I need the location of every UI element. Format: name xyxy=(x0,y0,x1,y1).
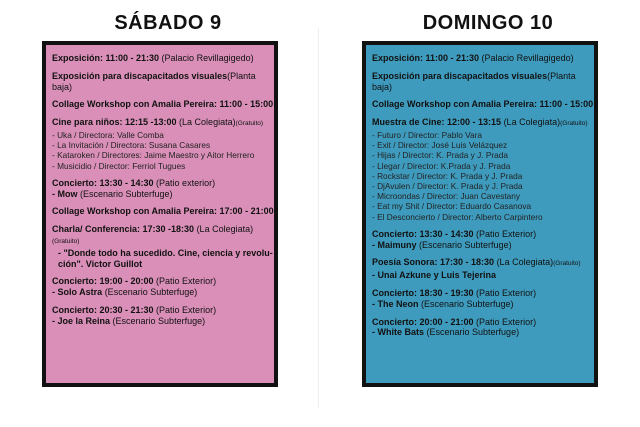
performer-stage: (Escenario Subterfuge) xyxy=(110,315,206,326)
schedule-event xyxy=(52,53,274,64)
event-heading-line xyxy=(52,178,274,189)
schedule-event xyxy=(372,257,594,281)
talk-title-line: ción". Victor Guillot xyxy=(58,258,143,269)
event-note: (Gratuito) xyxy=(235,120,264,128)
event-heading: Charla/ Conferencia: 17:30 -18:30 xyxy=(52,224,195,235)
event-note: (Gratuito) xyxy=(560,120,588,128)
performer-name: - Solo Astra xyxy=(52,287,103,298)
page-divider xyxy=(318,28,319,408)
schedule-event xyxy=(372,117,594,222)
event-heading-line xyxy=(52,276,274,287)
film-item: - El Desconcierto / Director: Alberto Carpintero xyxy=(372,211,543,222)
film-item: - Microondas / Director: Juan Cavestany xyxy=(372,191,521,202)
event-venue: (Patio Exterior) xyxy=(153,276,217,287)
event-venue: (Patio exterior) xyxy=(153,177,216,188)
event-venue: (La Colegiata) xyxy=(494,257,554,268)
performer-line xyxy=(52,189,274,200)
saturday-schedule-panel xyxy=(42,41,278,387)
schedule-event xyxy=(372,288,594,310)
event-note: (Gratuito) xyxy=(553,260,581,268)
schedule-event xyxy=(52,99,274,110)
event-heading: Exposición: 11:00 - 21:30 xyxy=(372,53,480,63)
event-venue: (Planta baja) xyxy=(52,70,256,92)
film-item: - DjAvulen / Director: K. Prada y J. Prada xyxy=(372,181,523,191)
event-heading-line xyxy=(52,224,274,248)
performer-line xyxy=(52,316,274,327)
schedule-event xyxy=(372,53,594,64)
film-item: - Musicidio / Director: Ferriol Tugues xyxy=(52,160,186,171)
film-item: - Uka / Directora: Valle Comba xyxy=(52,129,164,140)
event-heading: Exposición para discapacitados visuales xyxy=(372,70,548,81)
event-heading: Concierto: 13:30 - 14:30 xyxy=(372,228,474,239)
performer-stage: (Escenario Subterfuge) xyxy=(418,298,514,309)
event-heading-line xyxy=(372,117,594,130)
event-venue: (Planta baja) xyxy=(372,70,576,92)
film-item: - Exit / Director: José Luis Velázquez xyxy=(372,140,508,151)
event-heading: Concierto: 13:30 - 14:30 xyxy=(52,177,154,188)
performer-name: - White Bats xyxy=(372,327,425,338)
event-heading: Concierto: 19:00 - 20:00 xyxy=(52,276,154,287)
event-heading: Collage Workshop con Amalia Pereira: 11:00 - 15:00 xyxy=(372,99,594,110)
event-heading-line xyxy=(372,53,594,64)
schedule-event xyxy=(372,71,594,93)
event-venue: (La Colegiata) xyxy=(194,224,254,235)
event-heading-line xyxy=(372,99,594,110)
performer-name: - Unai Azkune y Luis Tejerina xyxy=(372,270,497,281)
sunday-title: DOMINGO 10 xyxy=(422,12,554,34)
schedule-event xyxy=(372,99,594,110)
performer-line xyxy=(372,327,594,338)
film-item: - Futuro / Director: Pablo Vara xyxy=(372,129,483,140)
film-item: - Llegar / Director: K.Prada y J. Prada xyxy=(372,160,511,171)
saturday-title: SÁBADO 9 xyxy=(114,12,222,34)
event-heading-line xyxy=(372,317,594,328)
performer-line xyxy=(372,299,594,310)
film-item: - Rockstar / Director: K. Prada y J. Prada xyxy=(372,170,523,181)
performer-stage: (Escenario Subterfuge) xyxy=(77,188,173,199)
event-heading-line xyxy=(372,71,594,93)
event-heading: Muestra de Cine: 12:00 - 13:15 xyxy=(372,117,502,128)
event-heading-line xyxy=(52,117,274,130)
performer-stage: (Escenario Subterfuge) xyxy=(102,287,198,298)
event-heading: Poesía Sonora: 17:30 - 18:30 xyxy=(372,257,495,268)
event-heading: Collage Workshop con Amalia Pereira: 11:00 - 15:00 xyxy=(52,99,274,110)
event-venue: (La Colegiata) xyxy=(501,117,561,128)
schedule-event xyxy=(372,229,594,251)
event-heading-line xyxy=(52,99,274,110)
event-heading: Concierto: 20:00 - 21:00 xyxy=(372,316,474,327)
schedule-event xyxy=(52,71,274,93)
event-venue: (Patio Exterior) xyxy=(473,288,537,298)
event-heading: Concierto: 18:30 - 19:30 xyxy=(372,288,474,298)
event-heading: Concierto: 20:30 - 21:30 xyxy=(52,304,154,315)
performer-name: - The Neon xyxy=(372,298,419,309)
event-heading-line xyxy=(52,71,274,93)
event-heading-line xyxy=(52,305,274,316)
schedule-event xyxy=(52,178,274,200)
talk-title-line: - "Donde todo ha sucedido. Cine, ciencia y revolu- xyxy=(58,247,273,258)
event-heading: Exposición para discapacitados visuales xyxy=(52,70,228,81)
performer-name: - Joe la Reina xyxy=(52,315,111,326)
schedule-event xyxy=(52,276,274,298)
event-heading-line xyxy=(52,206,274,217)
event-heading-line xyxy=(52,53,274,64)
performer-line xyxy=(372,270,594,281)
film-item: - La Invitación / Directora: Susana Casares xyxy=(52,140,211,151)
performer-line xyxy=(52,287,274,298)
sunday-schedule-panel xyxy=(362,41,598,387)
performer-line xyxy=(372,240,594,251)
event-venue: (Palacio Revillagigedo) xyxy=(159,53,254,63)
event-venue: (Palacio Revillagigedo) xyxy=(479,53,574,63)
schedule-event xyxy=(52,305,274,327)
event-venue: (Patio Exterior) xyxy=(153,304,217,315)
schedule-event xyxy=(52,117,274,171)
event-venue: (Patio Exterior) xyxy=(473,316,537,327)
schedule-event xyxy=(52,224,274,269)
film-item: - Eat my Shit / Director: Eduardo Casanova xyxy=(372,201,532,212)
event-venue: (La Colegiata) xyxy=(176,117,236,128)
performer-name: - Mow xyxy=(52,188,78,199)
event-heading: Collage Workshop con Amalia Pereira: 17:00 - 21:00 xyxy=(52,206,274,217)
event-heading-line xyxy=(372,229,594,240)
schedule-event xyxy=(372,317,594,339)
performer-stage: (Escenario Subterfuge) xyxy=(416,239,512,250)
event-heading-line xyxy=(372,257,594,270)
film-item: - Hijas / Director: K. Prada y J. Prada xyxy=(372,150,509,161)
event-heading-line xyxy=(372,288,594,299)
film-item: - Kataroken / Directores: Jaime Maestro y Aitor Herrero xyxy=(52,150,255,161)
event-venue: (Patio Exterior) xyxy=(473,228,537,239)
event-heading: Exposición: 11:00 - 21:30 xyxy=(52,53,160,63)
performer-name: - Maimuny xyxy=(372,239,417,250)
schedule-event xyxy=(52,206,274,217)
event-note: (Gratuito) xyxy=(52,237,80,245)
event-heading: Cine para niños: 12:15 -13:00 xyxy=(52,117,177,128)
performer-stage: (Escenario Subterfuge) xyxy=(424,327,520,338)
